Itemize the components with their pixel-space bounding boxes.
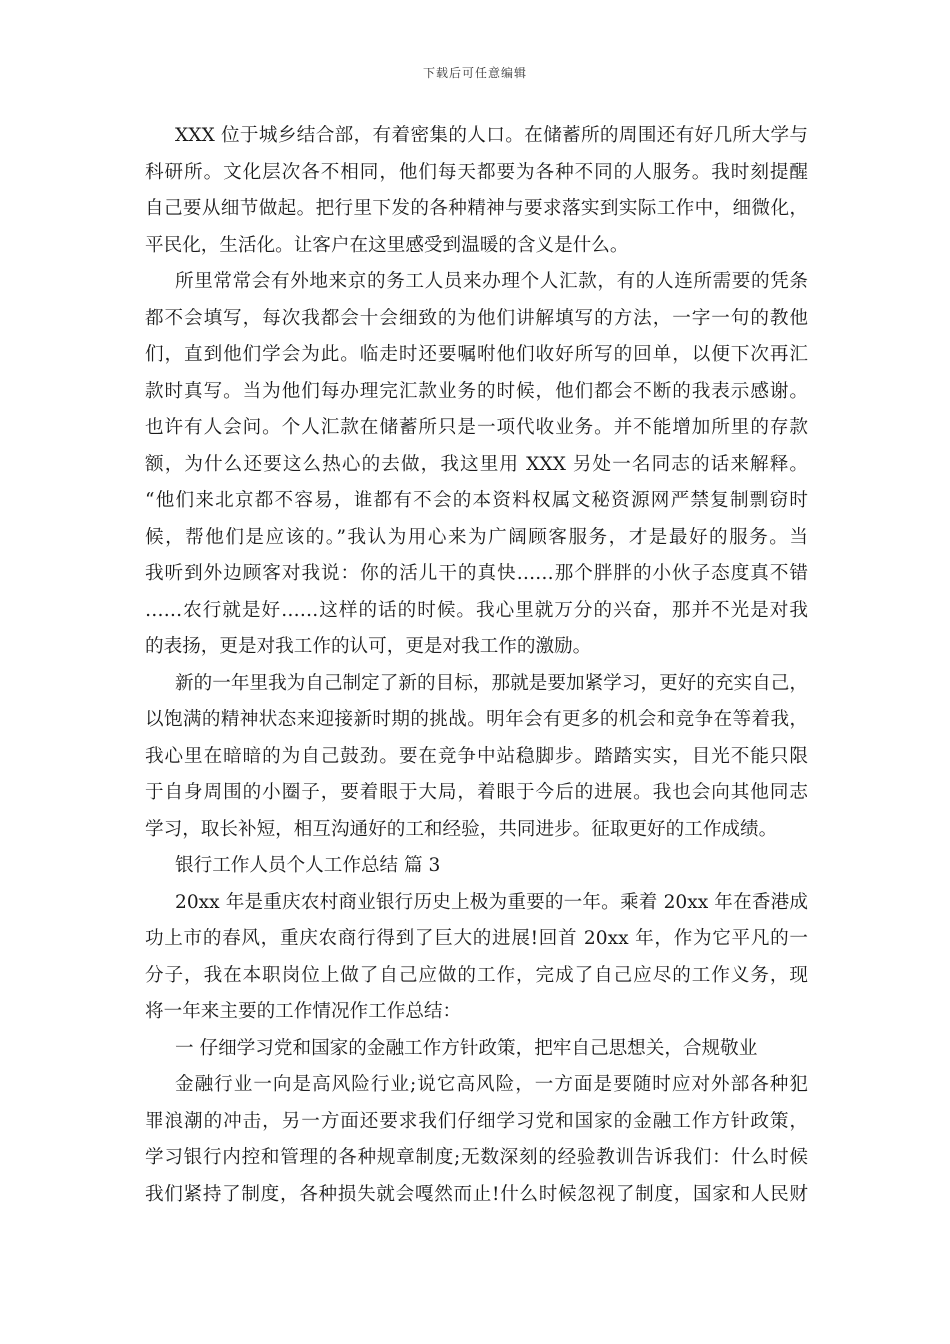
text-line: 科研所。文化层次各不相同，他们每天都要为各种不同的人服务。我时刻提醒 <box>145 161 808 183</box>
text-line: 我心里在暗暗的为自己鼓劲。要在竞争中站稳脚步。踏踏实实，目光不能只限 <box>145 745 808 767</box>
text-line: 们，直到他们学会为此。临走时还要嘱咐他们收好所写的回单，以便下次再汇 <box>145 344 808 365</box>
page-header: 下载后可任意编辑 <box>422 66 527 80</box>
text-line: 金融行业一向是高风险行业;说它高风险，一方面是要随时应对外部各种犯 <box>175 1074 808 1095</box>
text-line: 所里常常会有外地来京的务工人员来办理个人汇款，有的人连所需要的凭条 <box>175 271 808 292</box>
text-line: 学习，取长补短，相互沟通好的工和经验，共同进步。征取更好的工作成绩。 <box>145 818 778 840</box>
text-line: 也许有人会问。个人汇款在储蓄所只是一项代收业务。并不能增加所里的存款 <box>145 417 808 438</box>
text-line: 学习银行内控和管理的各种规章制度;无数深刻的经验教训告诉我们：什么时候 <box>145 1147 808 1168</box>
text-line: 分子，我在本职岗位上做了自己应做的工作，完成了自己应尽的工作义务，现 <box>145 964 808 986</box>
text-line: 银行工作人员个人工作总结 篇 3 <box>175 855 441 876</box>
text-line: XXX 位于城乡结合部，有着密集的人口。在储蓄所的周围还有好几所大学与 <box>175 125 808 146</box>
text-line: “他们来北京都不容易，谁都有不会的本资料权属文秘资源网严禁复制剽窃时 <box>145 490 808 511</box>
text-line: 候，帮他们是应该的。”我认为用心来为广阔顾客服务，才是最好的服务。当 <box>145 526 808 548</box>
text-line: 自己要从细节做起。把行里下发的各种精神与要求落实到实际工作中，细微化， <box>145 198 808 219</box>
text-line: 一 仔细学习党和国家的金融工作方针政策，把牢自己思想关，合规敬业 <box>175 1037 758 1059</box>
text-line: 平民化，生活化。让客户在这里感受到温暖的含义是什么。 <box>145 234 629 256</box>
document-body <box>145 118 808 1213</box>
text-line: 的表扬，更是对我工作的认可，更是对我工作的激励。 <box>145 636 592 657</box>
text-line: 新的一年里我为自己制定了新的目标，那就是要加紧学习，更好的充实自己， <box>175 672 808 694</box>
text-line: 我听到外边顾客对我说：你的活儿干的真快……那个胖胖的小伙子态度真不错 <box>145 563 808 584</box>
text-line: 于自身周围的小圈子，要着眼于大局，着眼于今后的进展。我也会向其他同志 <box>145 782 808 803</box>
text-line: ……农行就是好……这样的话的时候。我心里就万分的兴奋，那并不光是对我 <box>145 599 808 621</box>
text-line: 额，为什么还要这么热心的去做，我这里用 XXX 另处一名同志的话来解释。 <box>145 453 808 475</box>
text-line: 功上市的春风，重庆农商行得到了巨大的进展!回首 20xx 年，作为它平凡的一 <box>145 928 808 949</box>
text-line: 罪浪潮的冲击，另一方面还要求我们仔细学习党和国家的金融工作方针政策， <box>145 1110 808 1132</box>
text-line: 以饱满的精神状态来迎接新时期的挑战。明年会有更多的机会和竞争在等着我， <box>145 709 808 730</box>
text-line: 将一年来主要的工作情况作工作总结： <box>145 1001 462 1022</box>
text-line: 20xx 年是重庆农村商业银行历史上极为重要的一年。乘着 20xx 年在香港成 <box>175 891 808 913</box>
text-line: 都不会填写，每次我都会十会细致的为他们讲解填写的方法，一字一句的教他 <box>145 307 808 329</box>
text-line: 款时真写。当为他们每办理完汇款业务的时候，他们都会不断的我表示感谢。 <box>145 380 808 402</box>
text-line: 我们紧持了制度，各种损失就会嘎然而止!什么时候忽视了制度，国家和人民财 <box>145 1183 808 1205</box>
